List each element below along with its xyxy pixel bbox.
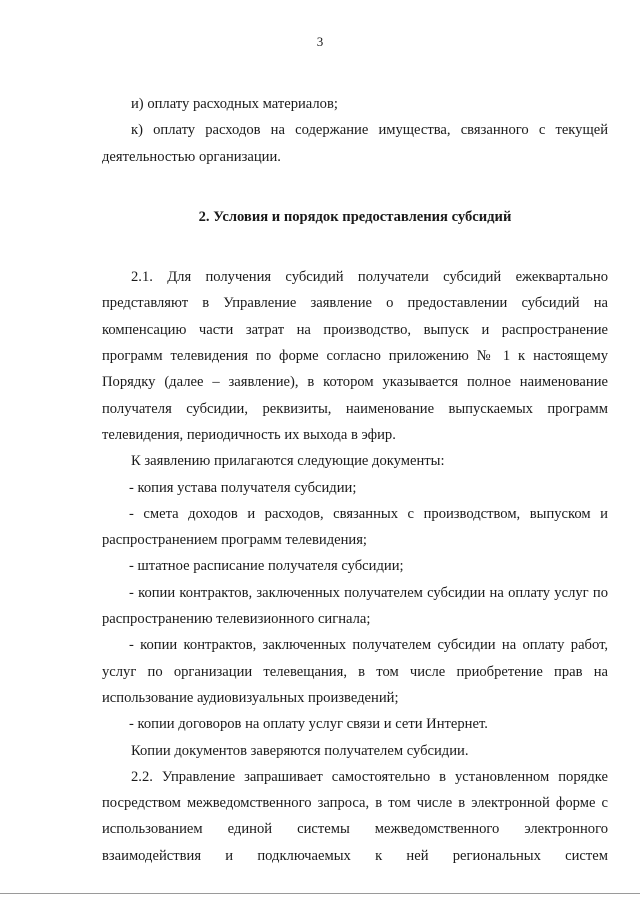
doc-item-charter: - копия устава получателя субсидии; xyxy=(129,479,357,496)
list-item-i: и) оплату расходных материалов; xyxy=(131,96,338,112)
paragraph-2-1: 2.1. Для получения субсидий получатели субсидий ежеквартально представляют в Управление заявление о предоставлении субсидий на компенсацию части затрат на производство, выпуск и распространение программ телевидения по форме согласно приложению № 1 к настоящему Порядку (далее – заявление), в котором указывается полное наименование получателя субсидии, реквизиты, наименование выпускаемых программ телевидения, периодичность их выхода в эфир. xyxy=(102,269,608,443)
page-bottom-edge xyxy=(0,893,640,894)
doc-item-communication-contracts: - копии договоров на оплату услуг связи и сети Интернет. xyxy=(129,716,488,733)
document-body xyxy=(102,91,608,869)
list-item-k: к) оплату расходов на содержание имущества, связанного с текущей деятельностью организации. xyxy=(102,122,608,165)
section-heading: 2. Условия и порядок предоставления субсидий xyxy=(198,208,512,225)
doc-item-estimate: - смета доходов и расходов, связанных с производством, выпуском и распространением программ телевидения; xyxy=(102,505,608,549)
paragraph-certification: Копии документов заверяются получателем субсидии. xyxy=(131,742,469,759)
page-number: 3 xyxy=(316,34,324,49)
doc-item-staff-schedule: - штатное расписание получателя субсидии; xyxy=(129,558,404,575)
doc-item-broadcast-contracts: - копии контрактов, заключенных получателем субсидии на оплату работ, услуг по организации телевещания, в том числе приобретение прав на использование аудиовизуальных произведений; xyxy=(102,637,608,706)
paragraph-2-2: 2.2. Управление запрашивает самостоятельно в установленном порядке посредством межведомственного запроса, в том числе в электронной форме с использованием единой системы межведомственного электронного взаимодействия и подключаемых к ней региональных систем xyxy=(102,768,608,864)
doc-item-signal-contracts: - копии контрактов, заключенных получателем субсидии на оплату услуг по распространению телевизионного сигнала; xyxy=(102,584,608,628)
paragraph-attachments-intro: К заявлению прилагаются следующие документы: xyxy=(131,453,445,470)
